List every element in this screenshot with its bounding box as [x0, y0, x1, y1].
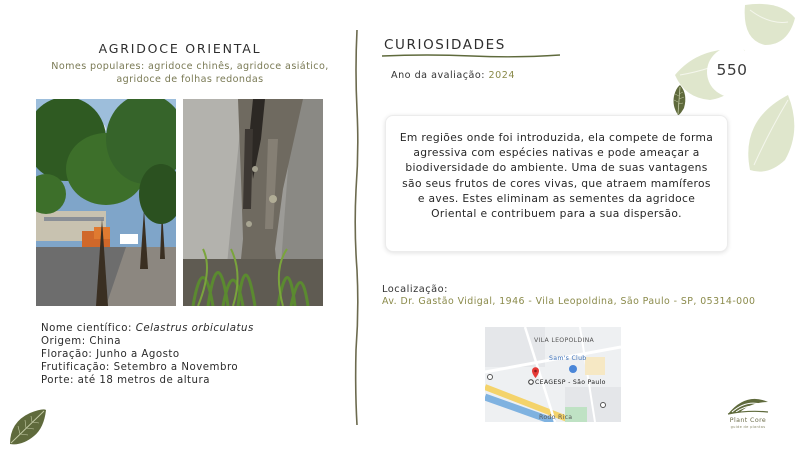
curiosity-text: Em regiões onde foi introduzida, ela compete de forma agressiva com espécies nativas e pode ameaçar a biodiversidade do ambiente. Uma de suas vantagens são seus frutos de cores vivas, que atraem mamíferos e aves. Estes eliminam as sementes da agridoce Oriental e contribuem para a sua dispersão. — [399, 131, 714, 221]
popular-names: Nomes populares: agridoce chinês, agridoce asiático, agridoce de folhas redondas — [51, 61, 329, 85]
map-road-label: Rodo Rica — [539, 414, 573, 421]
location-address: Av. Dr. Gastão Vidigal, 1946 - Vila Leopoldina, São Paulo - SP, 05314-000 — [382, 296, 756, 307]
brand-tagline: guide de plantas — [730, 425, 766, 429]
map-place-label: Sam's Club — [549, 355, 587, 362]
street-trees-photo — [36, 99, 176, 306]
origin-row: Origem: China — [41, 336, 121, 348]
flowering-row: Floração: Junho a Agosto — [41, 349, 180, 361]
heading-underline — [382, 52, 560, 60]
plant-name-title: AGRIDOCE ORIENTAL — [98, 41, 262, 56]
size-row: Porte: até 18 metros de altura — [41, 375, 210, 387]
evaluation-year-label: Ano da avaliação: — [391, 70, 485, 81]
fruiting-row: Frutificação: Setembro a Novembro — [41, 362, 239, 374]
small-leaf-icon — [670, 84, 690, 116]
vertical-divider — [350, 30, 364, 425]
location-map[interactable] — [485, 327, 621, 422]
evaluation-year-value: 2024 — [488, 70, 515, 81]
badge-number: 550 — [716, 61, 748, 79]
curiosities-heading: CURIOSIDADES — [384, 37, 506, 53]
map-pin-label: CEAGESP - São Paulo — [535, 379, 606, 386]
scientific-name-value: Celastrus orbiculatus — [135, 323, 254, 334]
scientific-name-row — [41, 322, 254, 335]
scientific-name-label: Nome científico: — [41, 323, 132, 334]
map-district-label: VILA LEOPOLDINA — [534, 337, 595, 344]
plant-info — [41, 322, 254, 387]
corner-leaf-icon — [8, 408, 48, 446]
evaluation-year — [391, 70, 515, 81]
tree-trunk-photo — [183, 99, 323, 306]
location-label: Localização: — [382, 284, 448, 295]
brand-name: Plant Core — [729, 417, 767, 424]
plant-core-logo — [718, 392, 778, 440]
